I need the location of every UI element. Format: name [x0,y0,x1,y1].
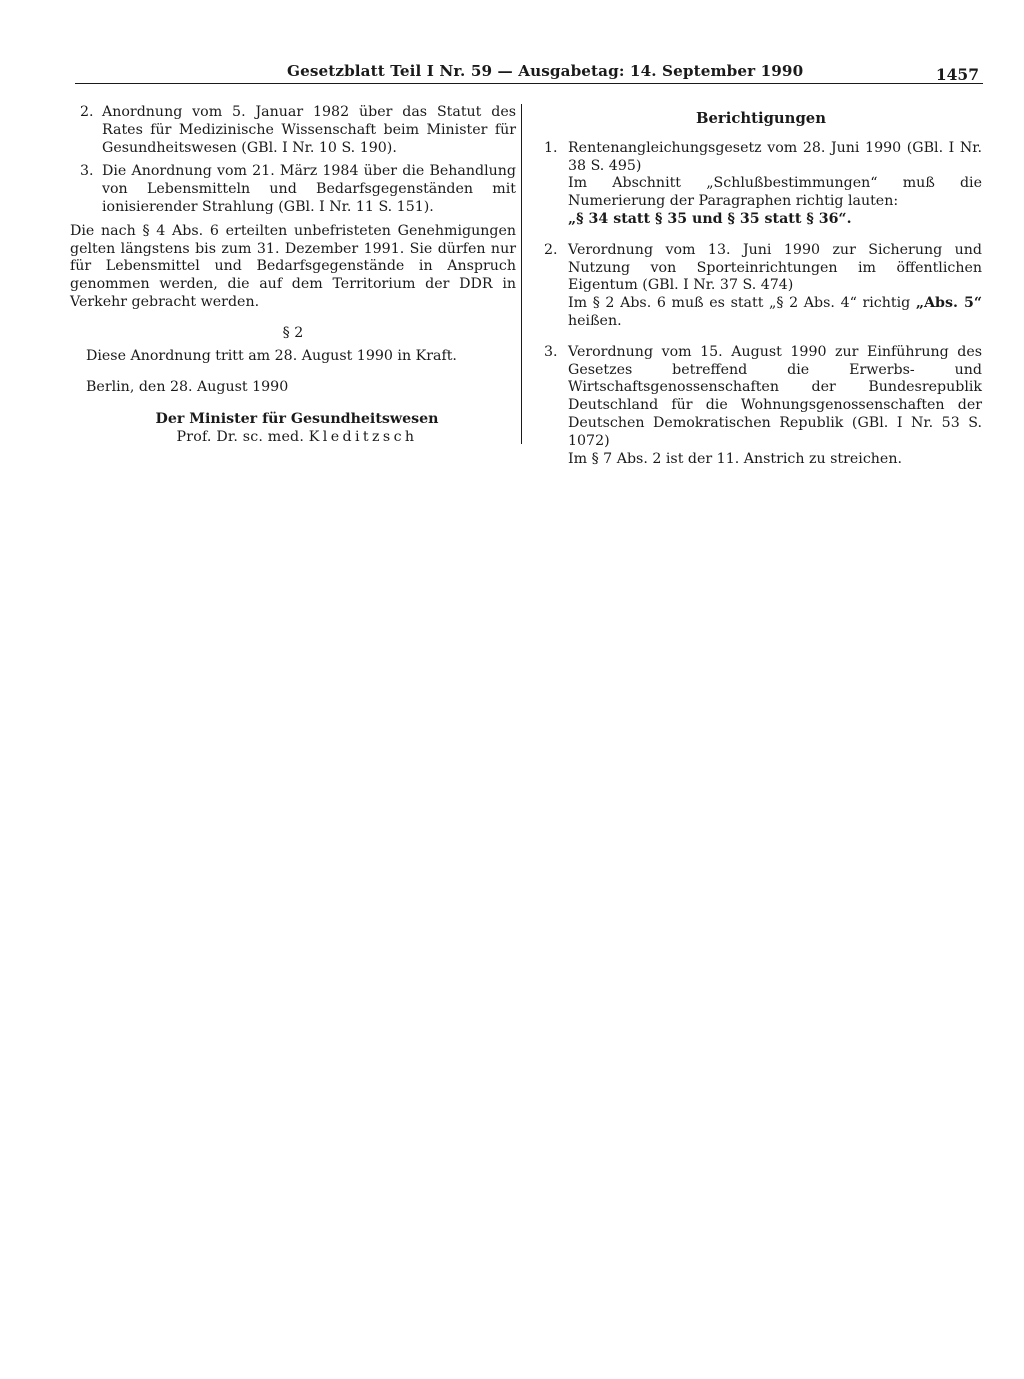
page-header [75,62,983,92]
header-rule [75,83,983,84]
correction-note-emphasis: „Abs. 5“ [915,295,982,312]
list-item-number: 2. [80,104,94,120]
list-item-text: Die Anordnung vom 21. März 1984 über die Behandlung von Lebensmitteln und Bedarfsgegenständen mit ionisierender Strahlung (GBl. I Nr. 11 S. 151). [102,163,516,215]
gazette-header-title: Gesetzblatt Teil I Nr. 59 — Ausgabetag: 14. September 1990 [287,62,804,80]
place-and-date: Berlin, den 28. August 1990 [86,379,289,396]
correction-number: 3. [544,343,558,360]
signature-block [70,411,516,447]
list-item [70,163,516,216]
correction-item [540,140,982,229]
correction-item [540,344,982,469]
page-number: 1457 [935,65,979,84]
transition-paragraph: Die nach § 4 Abs. 6 erteilten unbefristeten Genehmigungen gelten längstens bis zum 31. Dezember 1991. Sie dürfen nur für Lebensmittel und Bedarfsgegenstände in Anspruch genommen werden, die auf dem Territorium der DDR in Verkehr gebracht werden. [70,222,516,310]
column-divider [521,104,522,444]
correction-note: Im Abschnitt „Schlußbestimmungen“ muß die Numerierung der Paragraphen richtig lauten: [568,175,982,210]
correction-note [568,295,982,331]
correction-source: Verordnung vom 15. August 1990 zur Einführung des Gesetzes betreffend die Erwerbs- und Wirtschaftsgenossenschaften der Bundesrepublik Deutschland für die Wohnungsgenossenschaften der Deutschen Demokratischen Republik (GBl. I Nr. 53 S. 1072) [568,343,982,449]
signatory-role: Der Minister für Gesundheitswesen [155,411,439,428]
signatory-surname: Kleditzsch [308,428,418,445]
left-column [70,104,516,447]
correction-number: 2. [544,241,558,258]
correction-note: Im § 7 Abs. 2 ist der 11. Anstrich zu streichen. [568,450,902,467]
correction-item [540,242,982,331]
section-heading: § 2 [282,324,304,341]
list-item-text: Anordnung vom 5. Januar 1982 über das Statut des Rates für Medizinische Wissenschaft beim Minister für Gesundheitswesen (GBl. I Nr. 10 S. 190). [102,104,516,156]
list-item-number: 3. [80,163,94,180]
list-item [70,104,516,157]
signatory-title: Prof. Dr. sc. med. [176,428,305,445]
correction-note-end: heißen. [568,312,622,329]
signatory-name [78,429,516,447]
correction-text: „§ 34 statt § 35 und § 35 statt § 36“. [568,210,852,227]
correction-source: Rentenangleichungsgesetz vom 28. Juni 1990 (GBl. I Nr. 38 S. 495) [568,139,982,174]
correction-number: 1. [544,139,558,156]
effective-date-sentence: Diese Anordnung tritt am 28. August 1990 in Kraft. [86,347,457,364]
correction-source: Verordnung vom 13. Juni 1990 zur Sicherung und Nutzung von Sporteinrichtungen im öffentlichen Eigentum (GBl. I Nr. 37 S. 474) [568,241,982,294]
right-column [540,110,982,481]
correction-note-start: Im § 2 Abs. 6 muß es statt „§ 2 Abs. 4“ richtig [568,295,911,312]
corrections-heading: Berichtigungen [696,110,826,127]
